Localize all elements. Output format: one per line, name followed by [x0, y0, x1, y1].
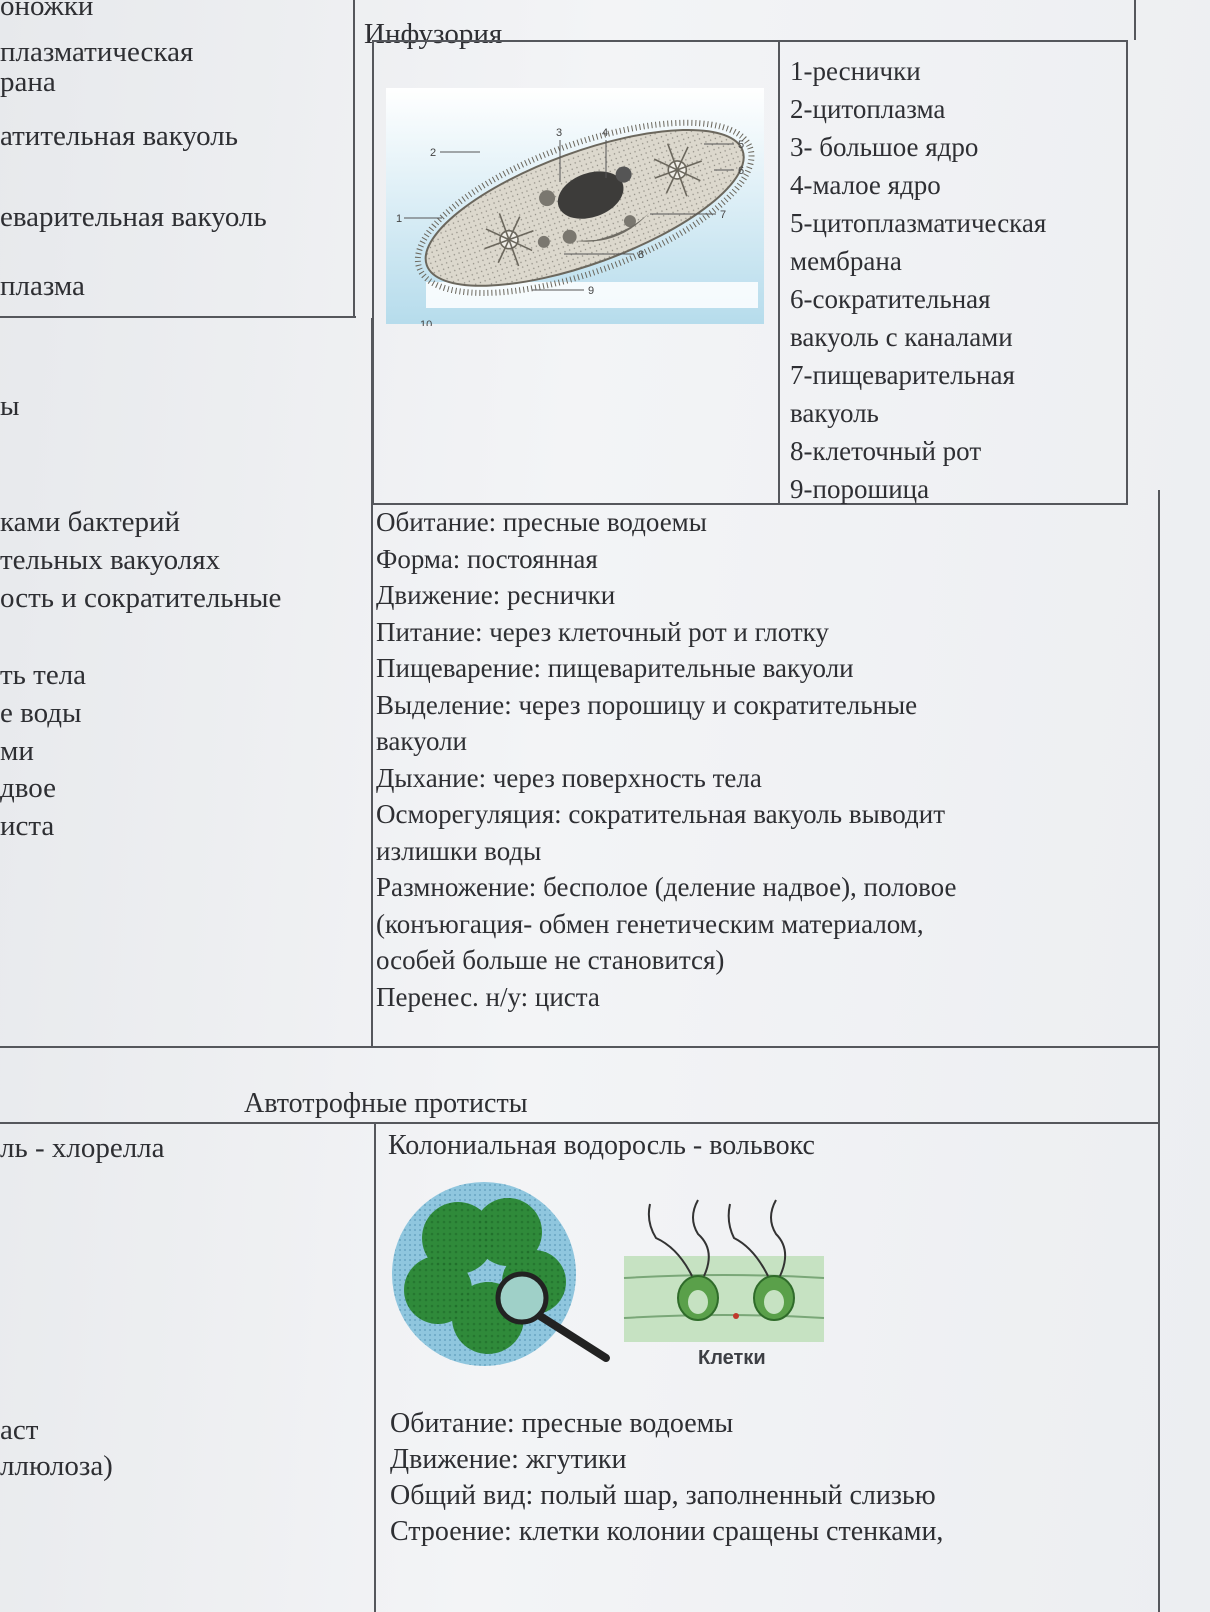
- legend-item: 4-малое ядро: [790, 170, 941, 200]
- left-fragment: еварительная вакуоль: [0, 201, 267, 233]
- description-line: Движение: жгутики: [390, 1444, 627, 1475]
- legend-item: 6-сократительная: [790, 284, 991, 314]
- description-line: Обитание: пресные водоемы: [390, 1408, 734, 1439]
- description-line: Дыхание: через поверхность тела: [376, 762, 762, 793]
- legend-item: 3- большое ядро: [790, 132, 979, 162]
- left-fragment: ть тела: [0, 659, 87, 691]
- description-line: Перенес. н/у: циста: [376, 981, 600, 1012]
- left-fragment: иста: [0, 810, 55, 842]
- diagram-label: 10: [420, 319, 433, 326]
- infusoria-table-divider: [778, 42, 780, 503]
- left-fragment: ость и сократительные: [0, 582, 282, 614]
- paramecium-illustration: [384, 86, 768, 326]
- cells-caption: Клетки: [698, 1347, 766, 1369]
- column-divider-bottom: [374, 1122, 376, 1612]
- left-fragment: ль - хлорелла: [0, 1132, 165, 1164]
- description-line: излишки воды: [376, 835, 542, 866]
- description-line: Движение: реснички: [376, 580, 616, 610]
- description-line: Выделение: через порошицу и сократительные: [376, 689, 918, 720]
- legend-item: 7-пищеварительная: [790, 360, 1015, 390]
- left-fragment: атительная вакуоль: [0, 120, 238, 152]
- diagram-label: 8: [638, 249, 645, 261]
- left-fragment: двое: [0, 772, 56, 804]
- left-fragment: тельных вакуолях: [0, 544, 221, 576]
- volvox-illustration: [388, 1178, 836, 1378]
- description-line: Обитание: пресные водоемы: [376, 507, 707, 537]
- row-divider-infusoria-bottom: [0, 1046, 1160, 1048]
- volvox-description: [390, 1406, 943, 1550]
- volvox-svg: [388, 1178, 836, 1378]
- left-fragment: ками бактерий: [0, 506, 181, 538]
- left-fragment: плазма: [0, 270, 85, 302]
- diagram-label: 1: [396, 213, 403, 225]
- left-fragment: ми: [0, 735, 34, 767]
- description-line: (конъюгация- обмен генетическим материалом,: [376, 908, 924, 939]
- left-fragment: ллюлоза): [0, 1450, 113, 1482]
- diagram-label: 3: [556, 127, 563, 139]
- diagram-label: 7: [720, 209, 727, 221]
- description-line: Пищеварение: пищеварительные вакуоли: [376, 653, 854, 683]
- diagram-label: 6: [738, 165, 745, 177]
- right-border-top: [1134, 0, 1136, 40]
- section-title-autotrophs: Автотрофные протисты: [244, 1088, 528, 1119]
- description-line: Общий вид: полый шар, заполненный слизью: [390, 1480, 936, 1511]
- diagram-label: 9: [588, 285, 595, 297]
- infusoria-description: [376, 504, 957, 1015]
- legend-item: 5-цитоплазматическая: [790, 208, 1047, 238]
- legend-item: 9-порошица: [790, 474, 930, 504]
- paramecium-diagram: [384, 86, 768, 326]
- left-fragment: аст: [0, 1414, 39, 1446]
- left-fragment: рана: [0, 66, 56, 98]
- right-border: [1158, 490, 1160, 1612]
- legend-item: 2-цитоплазма: [790, 94, 946, 124]
- cells-closeup: [624, 1200, 824, 1342]
- description-line: особей больше не становится): [376, 945, 725, 975]
- legend-item: вакуоль с каналами: [790, 322, 1013, 352]
- description-line: Строение: клетки колонии сращены стенками,: [390, 1516, 944, 1547]
- diagram-label: 4: [602, 127, 609, 139]
- description-line: Питание: через клеточный рот и глотку: [376, 616, 829, 647]
- description-line: Форма: постоянная: [376, 543, 598, 574]
- description-line: Осморегуляция: сократительная вакуоль выводит: [376, 799, 945, 829]
- infusoria-table: [372, 40, 1128, 505]
- left-fragment: оножки: [0, 0, 94, 22]
- legend-item: вакуоль: [790, 398, 879, 428]
- description-line: Размножение: бесполое (деление надвое), половое: [376, 872, 957, 902]
- infusoria-legend: [790, 52, 1046, 508]
- row-divider-autotrophs: [0, 1122, 1160, 1124]
- description-line: вакуоли: [376, 726, 468, 756]
- volvox-title: Колониальная водоросль - вольвокс: [388, 1130, 815, 1161]
- left-fragment: е воды: [0, 697, 82, 729]
- diagram-label: 2: [430, 147, 437, 159]
- infusoria-title: Инфузория: [364, 18, 503, 50]
- left-fragment: плазматическая: [0, 36, 194, 68]
- diagram-label: 5: [738, 139, 745, 151]
- left-row-divider: [0, 316, 356, 318]
- legend-item: 8-клеточный рот: [790, 436, 982, 466]
- left-fragment: ы: [0, 390, 20, 422]
- legend-item: мембрана: [790, 246, 902, 276]
- column-divider-top: [353, 0, 355, 318]
- legend-item: 1-реснички: [790, 56, 921, 86]
